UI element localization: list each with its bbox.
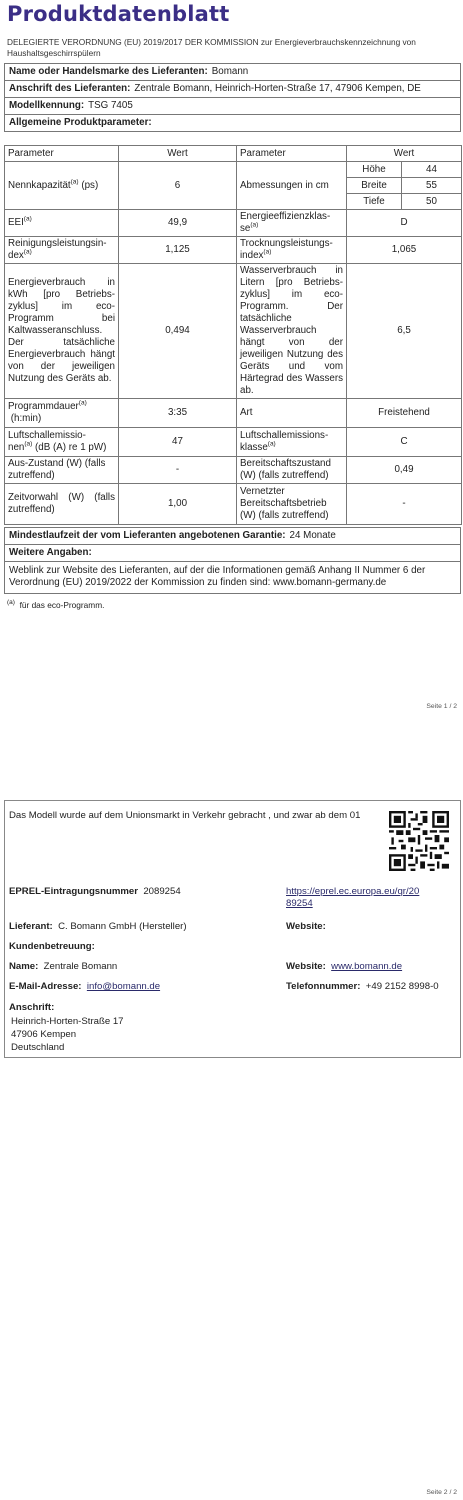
type-value: Freistehend — [347, 399, 462, 428]
off-mode-value: - — [119, 457, 237, 484]
program-duration-value: 3:35 — [119, 399, 237, 428]
table-row — [5, 428, 462, 457]
additional-info-box — [4, 527, 461, 594]
qr-code-icon[interactable] — [389, 811, 449, 871]
capacity-label: Nennkapazität$^{(a)}$ (ps) — [5, 162, 119, 210]
energy-consumption-value: 0,494 — [119, 264, 237, 399]
email-link[interactable]: info@bomann.de — [86, 981, 161, 992]
cleaning-index-value: 1,125 — [119, 237, 237, 264]
supplier-name-row: Name oder Handelsmarke des Lieferanten: Bomann — [5, 64, 460, 81]
page-title: Produktdatenblatt — [7, 2, 230, 26]
further-info-row: Weitere Angaben: — [5, 545, 460, 562]
eei-value: 49,9 — [119, 210, 237, 237]
param-header: Parameter — [237, 146, 347, 162]
website-label: Website: — [286, 921, 326, 932]
contact-phone: Telefonnummer: +49 2152 8998-0 — [286, 981, 439, 992]
eprel-sheet — [4, 800, 461, 1058]
water-consumption-value: 6,5 — [347, 264, 462, 399]
eprel-number: EPREL-Eintragungsnummer 2089254 — [9, 886, 181, 897]
capacity-value: 6 — [119, 162, 237, 210]
guarantee-row: Mindestlaufzeit der vom Lieferanten angebotenen Garantie: 24 Monate — [5, 528, 460, 545]
delay-start-label: Zeitvorwahl (W) (falls zutreffend) — [5, 484, 119, 525]
noise-class-label: Luftschallemissions- klasse$^{(a)}$ — [237, 428, 347, 457]
delay-start-value: 1,00 — [119, 484, 237, 525]
supplier-box — [4, 63, 461, 132]
table-row — [5, 399, 462, 428]
noise-emission-label: Luftschallemissio- nen$^{(a)}$ (dB (A) re 1 pW) — [5, 428, 119, 457]
energy-class-label: Energieeffizienzklas- $se^{(a)}$ — [237, 210, 347, 237]
table-row — [5, 237, 462, 264]
noise-emission-value: 47 — [119, 428, 237, 457]
supplier-info: Lieferant: C. Bomann GmbH (Hersteller) — [9, 921, 187, 932]
parameter-table — [4, 145, 462, 525]
type-label: Art — [237, 399, 347, 428]
contact-name: Name: Zentrale Bomann — [9, 961, 118, 972]
table-row — [5, 162, 462, 178]
height-value: 44 — [402, 162, 462, 178]
width-value: 55 — [402, 178, 462, 194]
dimensions-label: Abmessungen in cm — [237, 162, 347, 210]
width-label: Breite — [347, 178, 402, 194]
supplier-address-row: Anschrift des Lieferanten: Zentrale Bomann, Heinrich-Horten-Straße 17, 47906 Kempen, DE — [5, 81, 460, 98]
off-mode-label: Aus-Zustand (W) (falls zutreffend) — [5, 457, 119, 484]
market-date-text: Das Modell wurde auf dem Unionsmarkt in Verkehr gebracht , und zwar ab dem 01 — [9, 810, 361, 821]
drying-index-label: Trocknungsleistungs- index$^{(a)}$ — [237, 237, 347, 264]
eei-label: EEI$^{(a)}$ — [5, 210, 119, 237]
general-params-row: Allgemeine Produktparameter: — [5, 115, 460, 132]
weblink-row: Weblink zur Website des Lieferanten, auf der die Informationen gemäß Anhang II Nummer 6 der Verordnung (EU) 2019/2022 der Kommission zu finden sind: www.bomann-germany.de — [9, 565, 426, 588]
networked-standby-label: Vernetzter Bereitschaftsbetrieb (W) (falls zutreffend) — [237, 484, 347, 525]
customer-service-label: Kundenbetreuung: — [9, 941, 95, 952]
value-header: Wert — [347, 146, 462, 162]
contact-email: E-Mail-Adresse: info@bomann.de — [9, 981, 161, 992]
energy-class-value: D — [347, 210, 462, 237]
value-header: Wert — [119, 146, 237, 162]
website-link[interactable]: www.bomann.de — [331, 961, 403, 972]
table-row — [5, 457, 462, 484]
supplier-weblink[interactable]: www.bomann-germany.de — [273, 577, 387, 588]
page-number: Seite 1 / 2 — [426, 703, 457, 710]
energy-consumption-label: Energieverbrauch in kWh [pro Betriebs-zyklus] im eco-Programm bei Kaltwasseranschluss. Der tatsächliche Energieverbrauch hängt von der jeweiligen Nutzung des Geräts ab. — [5, 264, 119, 399]
drying-index-value: 1,065 — [347, 237, 462, 264]
program-duration-label: Programmdauer$^{(a)}$ (h:min) — [5, 399, 119, 428]
depth-label: Tiefe — [347, 194, 402, 210]
regulation-subtitle: DELEGIERTE VERORDNUNG (EU) 2019/2017 DER KOMMISSION zur Energieverbrauchskennzeichnung von Haushaltsgeschirrspülern — [7, 37, 416, 58]
table-row — [5, 210, 462, 237]
page-number: Seite 2 / 2 — [426, 1489, 457, 1496]
cleaning-index-label: Reinigungsleistungsin- dex$^{(a)}$ — [5, 237, 119, 264]
networked-standby-value: - — [347, 484, 462, 525]
noise-class-value: C — [347, 428, 462, 457]
standby-label: Bereitschaftszustand (W) (falls zutreffend) — [237, 457, 347, 484]
water-consumption-label: Wasserverbrauch in Litern [pro Betriebs-zyklus] im eco-Programm. Der tatsächliche Wasserverbrauch hängt von der jeweiligen Nutzung des Geräts und vom Härtegrad des Wassers ab. — [237, 264, 347, 399]
footnote: $^{(a)}$ für das eco-Programm. — [7, 599, 105, 610]
table-row — [5, 484, 462, 525]
address-block: Heinrich-Horten-Straße 17 47906 Kempen Deutschland — [11, 1016, 124, 1053]
model-row: Modellkennung: TSG 7405 — [5, 98, 460, 115]
address-label: Anschrift: — [9, 1002, 55, 1013]
standby-value: 0,49 — [347, 457, 462, 484]
table-header-row — [5, 146, 462, 162]
depth-value: 50 — [402, 194, 462, 210]
height-label: Höhe — [347, 162, 402, 178]
eprel-link[interactable]: https://eprel.ec.europa.eu/qr/20 89254 — [286, 886, 420, 909]
contact-website: Website: www.bomann.de — [286, 961, 403, 972]
param-header: Parameter — [5, 146, 119, 162]
table-row — [5, 264, 462, 399]
